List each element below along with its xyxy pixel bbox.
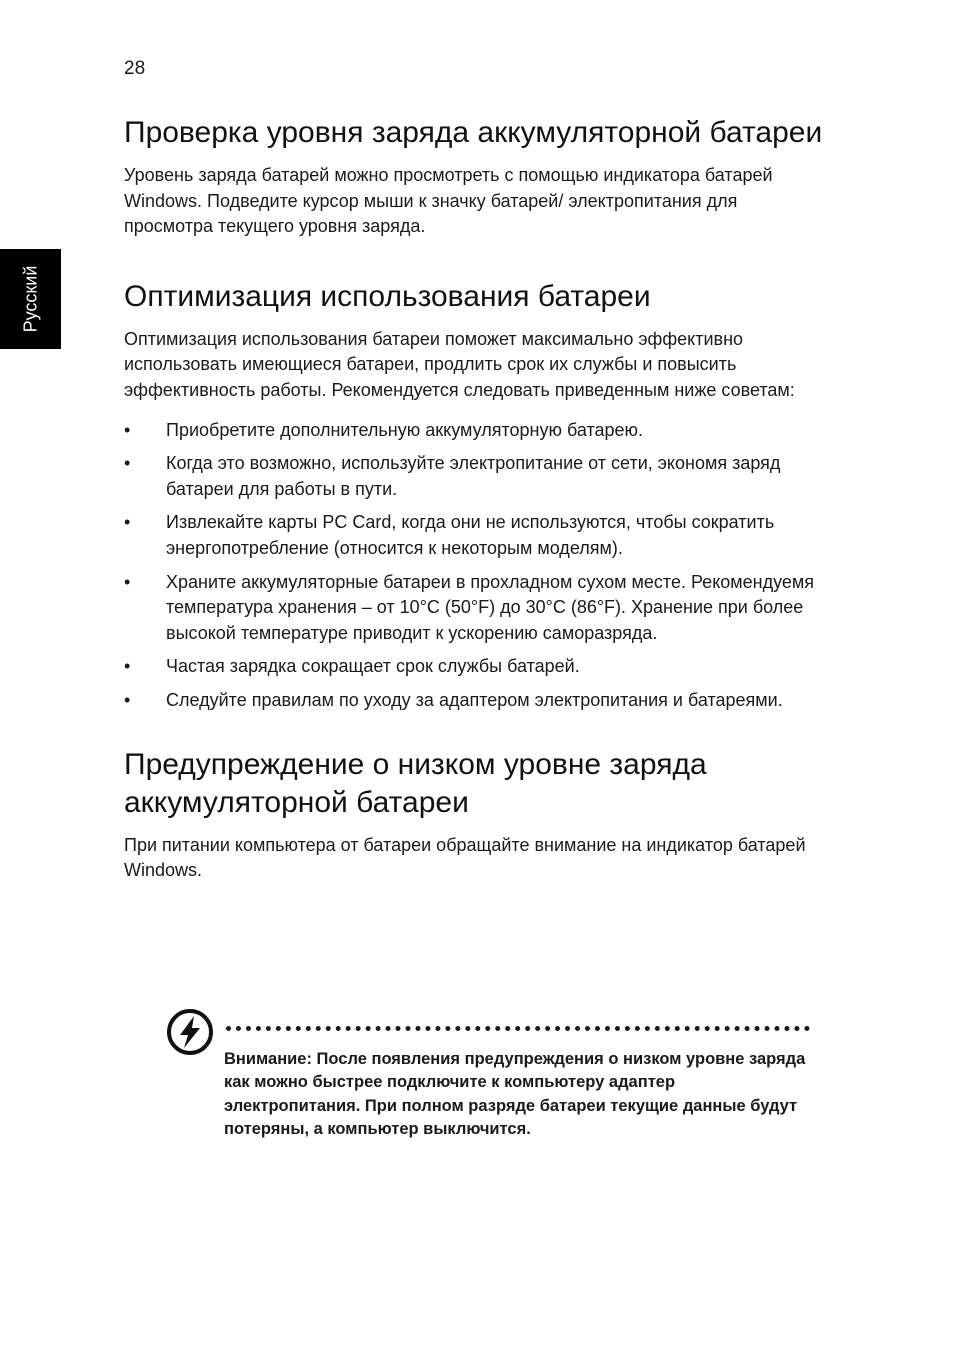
list-item [124,688,824,714]
paragraph-optimization: Оптимизация использования батареи поможет максимально эффективно использовать имеющиеся батареи, продлить срок их службы и повысить эффективность работы. Рекомендуется следовать приведенным ниже советам: [124,328,795,400]
heading-battery-check: Проверка уровня заряда аккумуляторной батареи [124,116,823,149]
bullet-icon: • [124,656,131,677]
dotted-divider [226,1026,810,1031]
tips-list [124,418,824,714]
list-item-text: Следуйте правилам по уходу за адаптером электропитания и батареями. [166,689,783,710]
list-item [124,654,824,680]
list-item [124,510,824,561]
bullet-icon: • [124,571,131,592]
heading-optimization: Оптимизация использования батареи [124,279,651,313]
list-item-text: Частая зарядка сокращает срок службы батарей. [166,656,580,677]
page-content [124,114,824,884]
heading-low-battery: Предупреждение о низком уровне заряда аккумуляторной батареи [124,747,707,819]
language-side-tab [0,249,61,349]
paragraph-battery-check: Уровень заряда батарей можно просмотреть с помощью индикатора батарей Windows. Подведите курсор мыши к значку батарей/ электропитания для просмотра текущего уровня заряда. [124,165,773,237]
language-label: Русский [20,265,40,333]
paragraph-low-battery: При питании компьютера от батареи обращайте внимание на индикатор батарей Windows. [124,834,806,881]
list-item [124,451,824,502]
bullet-icon: • [124,512,131,533]
lightning-warning-icon [166,1008,214,1056]
list-item [124,418,824,444]
list-item-text: Приобретите дополнительную аккумуляторную батарею. [166,419,644,440]
list-item-text: Извлекайте карты PC Card, когда они не используются, чтобы сократить энергопотребление (относится к некоторым моделям). [166,512,775,558]
list-item [124,570,824,647]
bullet-icon: • [124,419,131,440]
list-item-text: Когда это возможно, используйте электропитание от сети, экономя заряд батареи для работы в пути. [166,453,781,499]
bullet-icon: • [124,689,131,710]
warning-box [166,1006,816,1156]
bullet-icon: • [124,453,131,474]
page-number: 28 [124,58,146,79]
list-item-text: Храните аккумуляторные батареи в прохладном сухом месте. Рекомендуемя температура хранения – от 10°C (50°F) до 30°C (86°F). Хранение при более высокой температуре приводит к ускорению саморазряда. [166,571,815,643]
warning-text: Внимание: После появления предупреждения о низком уровне заряда как можно быстрее подключите к компьютеру адаптер электропитания. При полном разряде батареи текущие данные будут потеряны, а компьютер выключится. [224,1050,806,1138]
